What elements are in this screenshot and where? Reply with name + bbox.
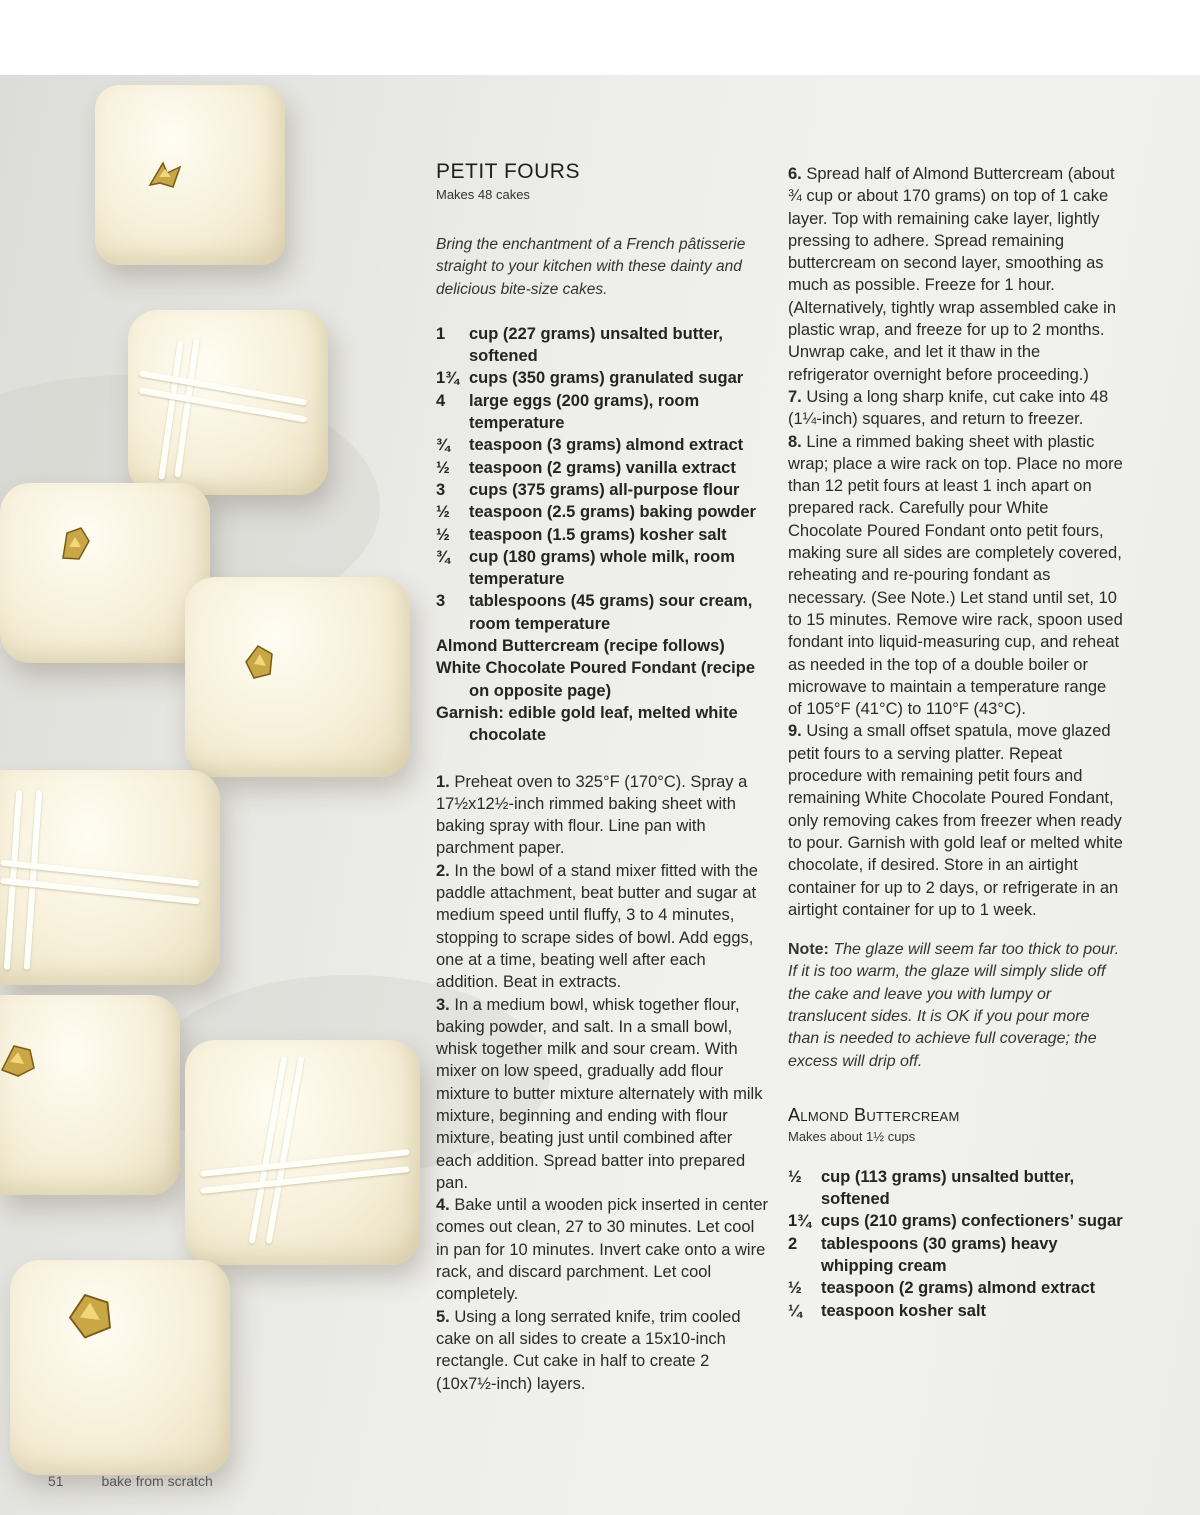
ingredient-item: 2 tablespoons (30 grams) heavy whipping cream (788, 1234, 1058, 1276)
recipe-intro: Bring the enchantment of a French pâtisserie straight to your kitchen with these dainty and delicious bite-size cakes. (436, 236, 746, 298)
ingredient-item: 3 cups (375 grams) all-purpose flour (436, 480, 740, 499)
method-step: 8. Line a rimmed baking sheet with plastic wrap; place a wire rack on top. Place no more than 12 petit fours at least 1 inch apart on prepared rack. Carefully pour White Chocolate Poured Fondant onto petit fours, making sure all sides are completely covered, reheating and re-pouring fondant as necessary. (See Note.) Let stand until set, 10 to 15 minutes. Remove wire rack, spoon used fondant into liquid-measuring cup, and reheat as needed in the top of a double boiler or microwave to maintain a temperature range of 105°F (41°C) to 110°F (43°C). (788, 432, 1123, 719)
recipe-column-left (436, 160, 771, 1395)
gold-leaf-icon (65, 1290, 115, 1340)
recipe-note: Note: The glaze will seem far too thick to pour. If it is too warm, the glaze will simply slide off the cake and leave you with lumpy or translucent sides. It is OK if you pour more than is needed to achieve full coverage; the excess will drip off. (788, 941, 1120, 1070)
petit-four-cake (128, 310, 328, 495)
gold-leaf-icon (145, 155, 185, 195)
ingredient-item: ½ teaspoon (1.5 grams) kosher salt (436, 525, 727, 544)
gold-leaf-icon (55, 523, 95, 563)
petit-four-cake (185, 1040, 420, 1265)
method-step: 4. Bake until a wooden pick inserted in center comes out clean, 27 to 30 minutes. Let cool in pan for 10 minutes. Invert cake onto a wire rack, and discard parchment. Let cool completely. (436, 1196, 769, 1304)
ingredient-item: ½ teaspoon (2 grams) vanilla extract (436, 458, 736, 477)
magazine-name: bake from scratch (101, 1473, 213, 1489)
ingredient-item: 1 cup (227 grams) unsalted butter, softened (436, 324, 723, 366)
gold-leaf-icon (240, 642, 280, 682)
petit-four-cake (10, 1260, 230, 1475)
petit-four-cake (0, 770, 220, 985)
subrecipe-ingredient-list (788, 1166, 1123, 1322)
recipe-title: PETIT FOURS (436, 160, 580, 183)
ingredient-extra: White Chocolate Poured Fondant (recipe on opposite page) (436, 659, 756, 700)
ingredient-item: ½ teaspoon (2.5 grams) baking powder (436, 503, 756, 522)
method-steps (436, 771, 771, 1395)
method-step: 7. Using a long sharp knife, cut cake into 48 (1¼-inch) squares, and return to freezer. (788, 387, 1109, 429)
ingredient-item: 4 large eggs (200 grams), room temperature (436, 391, 700, 433)
subrecipe-title: Almond Buttercream (788, 1104, 960, 1125)
method-step: 9. Using a small offset spatula, move glazed petit fours to a serving platter. Repeat procedure with remaining petit fours and remaining White Chocolate Poured Fondant, only removing cakes from freezer when ready to pour. Garnish with gold leaf or melted white chocolate, if desired. Store in an airtight container for up to 2 days, or refrigerate in an airtight container for up to 1 week. (788, 722, 1123, 919)
petit-four-cake (0, 995, 180, 1195)
ingredient-item: ½ teaspoon (2 grams) almond extract (788, 1279, 1096, 1298)
gold-leaf-icon (0, 1040, 40, 1080)
ingredient-item: ¾ cup (180 grams) whole milk, room temperature (436, 547, 735, 589)
ingredient-extra: Almond Buttercream (recipe follows) (436, 637, 725, 656)
ingredient-item: 1¾ cups (210 grams) confectioners’ sugar (788, 1212, 1123, 1231)
page-footer (48, 1473, 213, 1489)
method-step: 1. Preheat oven to 325°F (170°C). Spray a 17½x12½-inch rimmed baking sheet with baking spray with flour. Line pan with parchment paper. (436, 772, 748, 858)
petit-four-cake (185, 577, 410, 777)
method-step: 5. Using a long serrated knife, trim cooled cake on all sides to create a 15x10-inch rectangle. Cut cake in half to create 2 (10x7½-inch) layers. (436, 1307, 741, 1393)
ingredient-item: ¾ teaspoon (3 grams) almond extract (436, 436, 744, 455)
method-step: 6. Spread half of Almond Buttercream (about ¾ cup or about 170 grams) on top of 1 cake layer. Top with remaining cake layer, lightly pressing to adhere. Spread remaining buttercream on second layer, smoothing as much as possible. Freeze for 1 hour. (Alternatively, tightly wrap assembled cake in plastic wrap, and freeze for up to 2 months. Unwrap cake, and let it thaw in the refrigerator overnight before proceeding.) (788, 165, 1117, 384)
ingredient-item: ½ cup (113 grams) unsalted butter, softened (788, 1167, 1075, 1209)
method-step: 2. In the bowl of a stand mixer fitted with the paddle attachment, beat butter and sugar at medium speed until fluffy, 3 to 4 minutes, stopping to scrape sides of bowl. Add eggs, one at a time, beating well after each addition. Beat in extracts. (436, 861, 758, 992)
ingredient-item: 3 tablespoons (45 grams) sour cream, room temperature (436, 592, 753, 633)
ingredient-item: 1¾ cups (350 grams) granulated sugar (436, 369, 744, 388)
ingredient-extra: Garnish: edible gold leaf, melted white chocolate (436, 703, 738, 745)
method-step: 3. In a medium bowl, whisk together flour, baking powder, and salt. In a small bowl, whisk together milk and sour cream. With mixer on low speed, gradually add flour mixture to butter mixture alternately with milk mixture, beginning and ending with flour mixture, beating just until combined after each addition. Spread batter into prepared pan. (436, 995, 763, 1192)
subrecipe-yield: Makes about 1½ cups (788, 1128, 916, 1144)
page-number: 51 (48, 1473, 64, 1489)
petit-four-cake (0, 483, 210, 663)
ingredient-item: ¼ teaspoon kosher salt (788, 1301, 987, 1320)
recipe-yield: Makes 48 cakes (436, 187, 530, 202)
ingredient-list (436, 323, 771, 747)
petit-four-cake (95, 85, 285, 265)
recipe-column-right (788, 163, 1123, 1322)
